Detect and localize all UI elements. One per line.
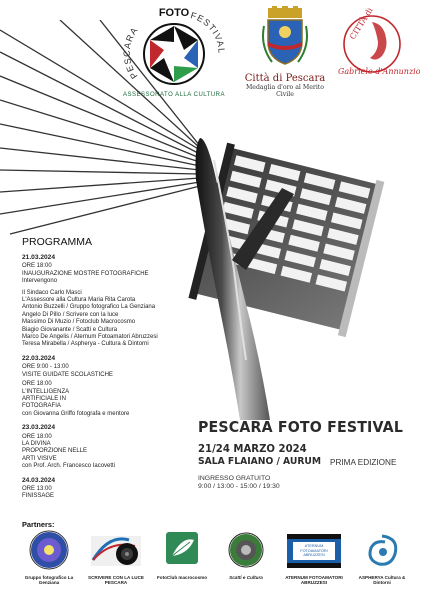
logo-subtitle: ASSESSORATO ALLA CULTURA [122, 92, 226, 98]
event-time: ORE 13:00 [22, 485, 52, 492]
logo-left-text: PESCARA [121, 25, 140, 81]
day-date: 22.03.2024 [22, 354, 56, 362]
speaker: Biagio Giovanante / Scatti e Cultura [22, 326, 118, 333]
partner-caption: SCRIVERE CON LA LUCE PESCARA [88, 575, 144, 586]
partner-scatti [218, 530, 274, 588]
programma-section [22, 236, 217, 501]
speaker: Antonio Buzzelli / Gruppo fotografico La Genziana [22, 304, 156, 311]
event-time: ORE 18:00 [22, 381, 52, 388]
speaker: Angelo Di Pillo / Scrivere con la luce [22, 311, 119, 318]
camera-lens-icon [89, 530, 143, 570]
event-title: INAUGURAZIONE MOSTRE FOTOGRAFICHE [22, 270, 149, 277]
pescara-name: Città di Pescara [244, 73, 326, 84]
dannunzio-signature: Gabriele d'Annunzio [338, 67, 420, 76]
speaker: Il Sindaco Carlo Masci [22, 289, 82, 296]
film-strip-icon [285, 530, 343, 570]
partners-label: Partners: [22, 520, 55, 529]
aternum-banner-text: ATERNUM FOTOAMATORI ABRUZZESI [300, 544, 328, 558]
partner-scrivere [86, 530, 146, 588]
event-detail: Intervengono [22, 278, 58, 285]
partner-caption: ATERNUM FOTOAMATORI ABRUZZESI [285, 575, 343, 586]
event-time: ORE 9:00 - 13:00 [22, 364, 69, 371]
speaker: L'Assessore alla Cultura Maria Rita Carota [22, 297, 136, 304]
event-title: L'INTELLIGENZA ARTIFICIALE IN FOTOGRAFIA [22, 388, 69, 410]
partner-caption: Gruppo fotografico La Genziana [24, 575, 74, 586]
festival-venue: SALA FLAIANO / AURUM [198, 456, 322, 467]
partner-macrocosmo [154, 530, 210, 588]
swirl-icon [359, 530, 405, 570]
partner-genziana [18, 530, 80, 588]
pescara-subtitle: Medaglia d'oro al Merito Civile [245, 84, 325, 98]
festival-entry: INGRESSO GRATUITO [198, 475, 271, 482]
partner-aspherya [352, 530, 412, 588]
partner-caption: ASPHERYA Cultura & Dintorni [358, 575, 406, 586]
event-time: ORE 18:00 [22, 433, 52, 440]
globe-icon [226, 530, 266, 570]
festival-hours: 9:00 / 13:00 - 15:00 / 19:30 [198, 483, 280, 491]
day-date: 23.03.2024 [22, 424, 56, 432]
programma-heading: PROGRAMMA [22, 236, 93, 248]
partner-caption: Scatti e Cultura [229, 575, 263, 580]
speaker: Massimo Di Muzio / Fotoclub Macrocosmo [22, 319, 136, 326]
day-date: 24.03.2024 [22, 476, 56, 484]
partner-caption: FotoClub macrocosmo [156, 575, 208, 580]
event-time: ORE 18:00 [22, 263, 52, 270]
partner-aternum [282, 530, 346, 588]
leaf-icon [162, 530, 202, 570]
speaker: Marco De Angelis / Aternum Fotoamatori Abruzzesi [22, 334, 158, 341]
dannunzio-line1: CITTÀ di [348, 8, 375, 42]
festival-dates: 21/24 MARZO 2024 [198, 442, 307, 455]
event-detail: con Prof. Arch. Francesco Iacovetti [22, 463, 116, 470]
festival-title: PESCARA FOTO FESTIVAL [198, 418, 404, 436]
speaker: Teresa Mirabella / Aspherya - Cultura & Dintorni [22, 341, 149, 348]
event-title: LA DIVINA PROPORZIONE NELLE ARTI VISIVE [22, 440, 88, 462]
logo-top-text: FOTO [158, 7, 190, 19]
festival-edition: PRIMA EDIZIONE [330, 458, 397, 467]
flower-icon [27, 530, 71, 570]
event-title: VISITE GUIDATE SCOLASTICHE [22, 371, 113, 378]
event-detail: con Giovanna Griffo fotografa e mentore [22, 410, 130, 417]
festival-info [198, 418, 420, 492]
logo-right-text: FESTIVAL [189, 10, 227, 55]
day-date: 21.03.2024 [22, 254, 56, 261]
event-title: FINISSAGE [22, 493, 55, 500]
